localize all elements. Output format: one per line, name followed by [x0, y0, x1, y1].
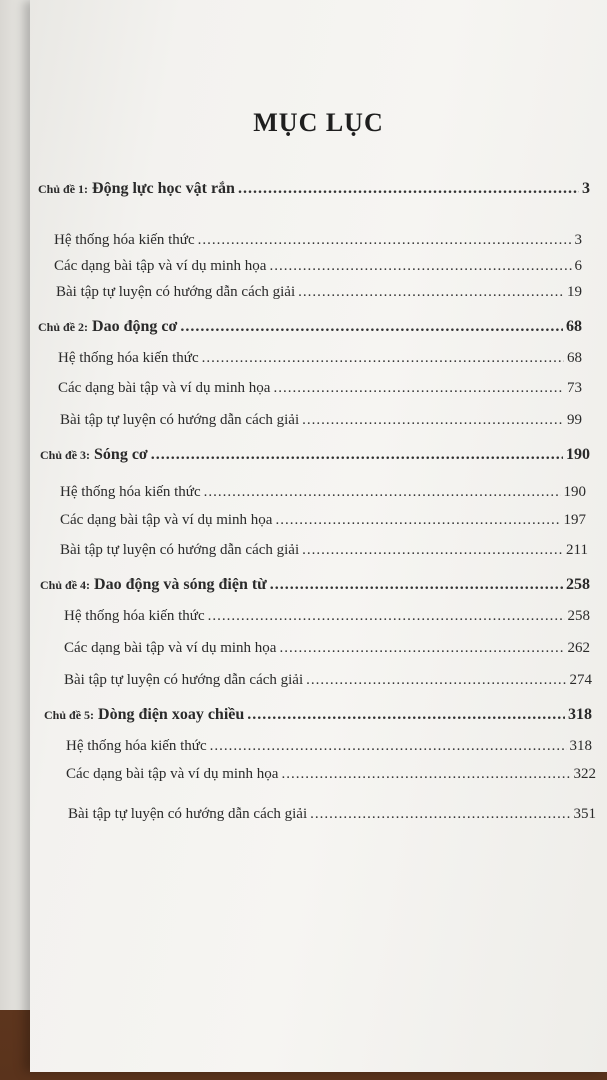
toc-page-number: 211 — [566, 542, 588, 558]
dot-leader — [238, 180, 579, 198]
toc-chapter-row — [40, 576, 590, 594]
toc-page-number: 322 — [573, 766, 596, 782]
toc-chapter-name: Dao động cơ — [88, 318, 178, 335]
toc-item-title: Hệ thống hóa kiến thức — [66, 738, 207, 754]
toc-chapter-prefix: Chủ đề 3: — [40, 448, 91, 462]
toc-item-title: Bài tập tự luyện có hướng dẫn cách giải — [64, 672, 304, 688]
toc-item-row — [58, 350, 582, 367]
dot-leader — [270, 576, 563, 594]
toc-page-number: 197 — [563, 512, 586, 528]
dot-leader — [151, 446, 563, 464]
dot-leader — [180, 318, 563, 336]
dot-leader — [247, 706, 565, 724]
toc-chapter-row — [44, 706, 592, 724]
toc-chapter-row — [40, 446, 590, 464]
toc-page-number: 274 — [569, 672, 592, 688]
toc-item-row — [66, 766, 596, 783]
toc-page-number: 68 — [567, 350, 582, 366]
toc-page-number: 318 — [569, 738, 592, 754]
toc-item-row — [60, 542, 588, 559]
toc-page-number: 262 — [567, 640, 590, 656]
toc-item-title: Các dạng bài tập và ví dụ minh họa — [60, 512, 273, 528]
toc-item-row — [60, 412, 582, 429]
toc-item-title: Các dạng bài tập và ví dụ minh họa — [58, 380, 271, 396]
toc-item-title: Hệ thống hóa kiến thức — [54, 232, 195, 248]
dot-leader — [302, 542, 563, 559]
toc-page-number: 6 — [574, 258, 582, 274]
dot-leader — [275, 512, 560, 529]
toc-item-row — [64, 608, 590, 625]
toc-chapter-prefix: Chủ đề 4: — [40, 578, 91, 592]
toc-page-number: 318 — [568, 706, 592, 723]
dot-leader — [310, 806, 570, 823]
toc-page-number: 190 — [563, 484, 586, 500]
dot-leader — [273, 380, 564, 397]
dot-leader — [204, 484, 561, 501]
toc-item-title: Các dạng bài tập và ví dụ minh họa — [54, 258, 267, 274]
toc-chapter-name: Sóng cơ — [90, 446, 148, 463]
toc-item-row — [60, 512, 586, 529]
toc-item-title: Bài tập tự luyện có hướng dẫn cách giải — [60, 412, 300, 428]
toc-chapter-title — [40, 576, 267, 594]
toc-chapter-name: Động lực học vật rắn — [88, 180, 235, 197]
toc-page-number: 351 — [573, 806, 596, 822]
toc-chapter-prefix: Chủ đề 1: — [38, 182, 89, 196]
toc-item-row — [56, 284, 582, 301]
toc-item-row — [68, 806, 596, 823]
dot-leader — [302, 412, 564, 429]
toc-item-row — [64, 672, 592, 689]
toc-chapter-title — [38, 318, 177, 336]
toc-page-number: 68 — [566, 318, 582, 335]
dot-leader — [210, 738, 567, 755]
toc-chapter-title — [44, 706, 244, 724]
toc-item-row — [66, 738, 592, 755]
toc-page-number: 3 — [582, 180, 590, 197]
toc-item-title: Các dạng bài tập và ví dụ minh họa — [66, 766, 279, 782]
dot-leader — [208, 608, 565, 625]
toc-item-row — [64, 640, 590, 657]
dot-leader — [279, 640, 564, 657]
toc-item-title: Hệ thống hóa kiến thức — [60, 484, 201, 500]
toc-chapter-prefix: Chủ đề 2: — [38, 320, 89, 334]
toc-page-number: 190 — [566, 446, 590, 463]
toc-item-title: Bài tập tự luyện có hướng dẫn cách giải — [60, 542, 300, 558]
dot-leader — [269, 258, 571, 275]
toc-page-number: 73 — [567, 380, 582, 396]
page-title: MỤC LỤC — [253, 108, 384, 137]
toc-chapter-row — [38, 180, 590, 198]
toc-chapter-name: Dòng điện xoay chiều — [94, 706, 245, 723]
dot-leader — [198, 232, 572, 249]
dot-leader — [298, 284, 564, 301]
toc-item-title: Hệ thống hóa kiến thức — [64, 608, 205, 624]
toc-chapter-title — [38, 180, 235, 198]
toc-page-number: 3 — [574, 232, 582, 248]
toc-item-row — [54, 258, 582, 275]
dot-leader — [202, 350, 564, 367]
toc-item-title: Hệ thống hóa kiến thức — [58, 350, 199, 366]
toc-item-title: Các dạng bài tập và ví dụ minh họa — [64, 640, 277, 656]
toc-chapter-row — [38, 318, 582, 336]
toc-item-title: Bài tập tự luyện có hướng dẫn cách giải — [56, 284, 296, 300]
toc-chapter-prefix: Chủ đề 5: — [44, 708, 95, 722]
toc-item-title: Bài tập tự luyện có hướng dẫn cách giải — [68, 806, 308, 822]
toc-page-number: 99 — [567, 412, 582, 428]
dot-leader — [281, 766, 570, 783]
toc-page-number: 258 — [566, 576, 590, 593]
table-of-contents — [30, 0, 607, 1072]
toc-chapter-title — [40, 446, 148, 464]
toc-item-row — [54, 232, 582, 249]
book-page — [30, 0, 607, 1072]
toc-item-row — [60, 484, 586, 501]
toc-item-row — [58, 380, 582, 397]
toc-page-number: 258 — [567, 608, 590, 624]
toc-page-number: 19 — [567, 284, 582, 300]
toc-chapter-name: Dao động và sóng điện từ — [90, 576, 267, 593]
dot-leader — [306, 672, 566, 689]
